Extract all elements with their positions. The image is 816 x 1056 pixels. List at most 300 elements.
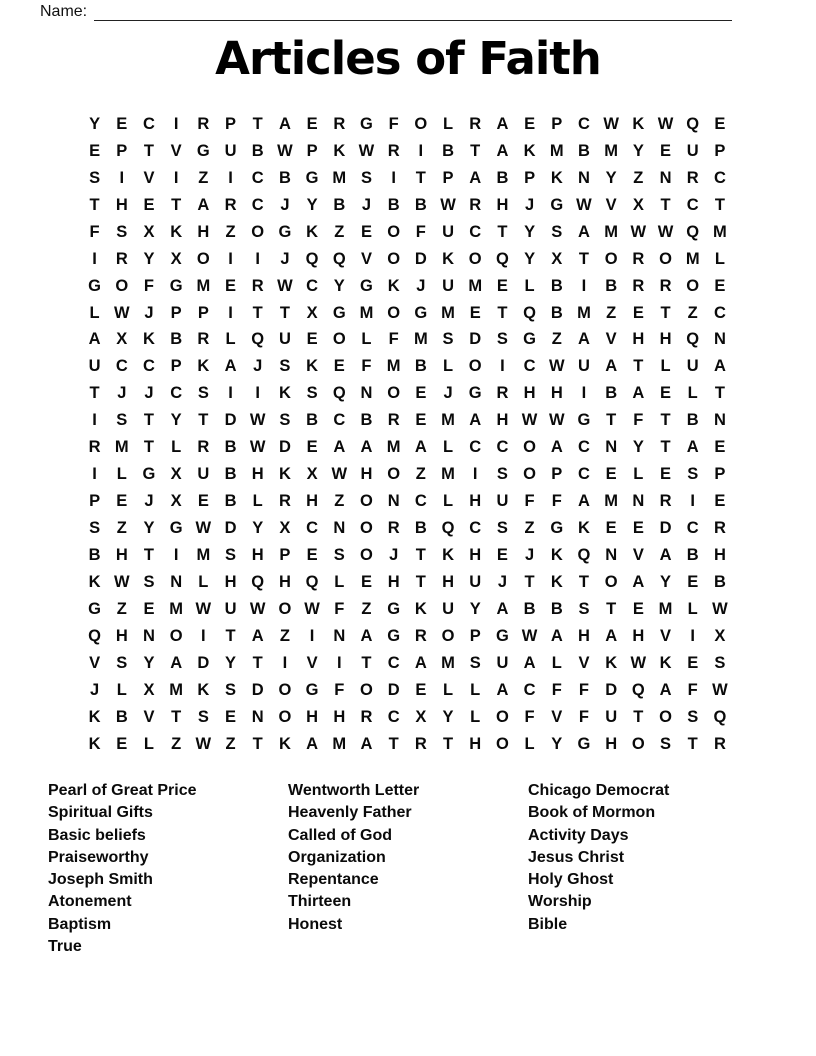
grid-cell: F [334, 599, 345, 618]
grid-cell: M [386, 357, 401, 376]
grid-cell: P [551, 465, 563, 484]
grid-cell: F [388, 114, 399, 133]
grid-cell: M [169, 599, 184, 618]
grid-cell: A [632, 384, 645, 403]
grid-cell: C [578, 438, 590, 457]
grid-cell: Q [88, 626, 102, 645]
word-list-column-3 [528, 780, 768, 958]
grid-cell: H [550, 384, 563, 403]
grid-cell: R [387, 519, 400, 538]
grid-cell: D [197, 653, 210, 672]
grid-cell: W [331, 465, 348, 484]
grid-cell: H [632, 626, 645, 645]
grid-cell: A [496, 680, 509, 699]
grid-cell: O [278, 680, 292, 699]
grid-cell: A [686, 438, 699, 457]
grid-cell: P [279, 545, 291, 564]
grid-cell: T [578, 249, 590, 268]
grid-cell: O [332, 330, 346, 349]
grid-cell: E [660, 141, 672, 160]
grid-cell: T [606, 599, 617, 618]
grid-cell: J [389, 545, 399, 564]
word-item: Repentance [288, 871, 379, 889]
grid-cell: K [197, 357, 210, 376]
grid-cell: Q [631, 680, 645, 699]
grid-cell: K [306, 357, 319, 376]
grid-cell: C [578, 114, 590, 133]
grid-cell: E [714, 492, 726, 511]
grid-cell: D [224, 519, 237, 538]
grid-cell: I [336, 653, 342, 672]
grid-cell: G [550, 519, 564, 538]
grid-cell: S [496, 519, 508, 538]
grid-cell: S [116, 653, 128, 672]
grid-cell: Z [279, 626, 290, 645]
grid-cell: O [360, 519, 373, 538]
grid-cell: H [306, 707, 319, 726]
word-item: Basic beliefs [48, 826, 146, 844]
grid-cell: A [578, 492, 590, 511]
grid-cell: F [388, 330, 399, 349]
word-item: Chicago Democrat [528, 782, 670, 799]
grid-cell: O [468, 357, 482, 376]
name-blank-line [94, 5, 732, 21]
grid-cell: S [551, 222, 563, 241]
grid-cell: E [143, 599, 155, 618]
grid-cell: D [251, 680, 264, 699]
grid-cell: T [171, 707, 182, 726]
grid-cell: Z [334, 492, 345, 511]
grid-cell: S [116, 411, 128, 430]
word-list [48, 780, 768, 958]
grid-cell: J [443, 384, 453, 403]
grid-cell: H [360, 465, 373, 484]
grid-cell: P [442, 168, 454, 187]
grid-cell: L [225, 330, 236, 349]
grid-cell: C [496, 438, 509, 457]
grid-cell: F [89, 222, 100, 241]
grid-cell: T [660, 303, 671, 322]
grid-cell: H [469, 734, 482, 753]
grid-cell: N [659, 168, 672, 187]
grid-cell: E [524, 114, 536, 133]
grid-cell: G [495, 626, 509, 645]
grid-cell: O [278, 707, 292, 726]
grid-cell: I [581, 384, 587, 403]
grid-cell: N [360, 384, 373, 403]
grid-cell: I [472, 465, 478, 484]
grid-cell: Z [551, 330, 562, 349]
grid-cell: E [225, 276, 237, 295]
grid-cell: I [255, 249, 261, 268]
grid-cell: A [88, 330, 101, 349]
grid-cell: M [604, 492, 619, 511]
word-item: Jesus Christ [528, 848, 625, 866]
grid-cell: D [414, 249, 427, 268]
grid-cell: A [251, 626, 264, 645]
word-item: Baptism [48, 915, 112, 933]
grid-cell: Y [524, 249, 536, 268]
grid-cell: Q [686, 114, 700, 133]
grid-cell: H [496, 195, 509, 214]
grid-cell: N [713, 411, 726, 430]
grid-cell: O [523, 465, 537, 484]
grid-cell: I [228, 303, 233, 322]
grid-cell: V [605, 330, 617, 349]
grid-cell: B [605, 276, 618, 295]
grid-cell: T [388, 734, 399, 753]
grid-cell: E [496, 545, 508, 564]
grid-cell: P [170, 357, 182, 376]
word-item: True [48, 938, 82, 956]
grid-cell: G [550, 195, 564, 214]
grid-cell: I [418, 141, 424, 160]
grid-cell: R [632, 249, 645, 268]
grid-cell: F [633, 411, 644, 430]
grid-cell: E [415, 384, 427, 403]
grid-cell: R [197, 438, 210, 457]
grid-cell: O [468, 249, 482, 268]
grid-cell: T [89, 384, 100, 403]
grid-cell: Z [334, 222, 345, 241]
grid-cell: C [333, 411, 346, 430]
grid-cell: K [333, 141, 346, 160]
grid-cell: E [333, 357, 345, 376]
grid-cell: Q [251, 572, 265, 591]
grid-cell: H [306, 492, 319, 511]
grid-cell: A [550, 626, 563, 645]
grid-cell: S [225, 680, 237, 699]
grid-cell: H [224, 572, 237, 591]
grid-cell: E [714, 438, 726, 457]
grid-cell: K [143, 330, 155, 349]
grid-cell: P [170, 303, 182, 322]
grid-cell: W [712, 599, 728, 618]
grid-cell: A [578, 330, 590, 349]
grid-cell: V [170, 141, 182, 160]
grid-cell: R [224, 195, 237, 214]
grid-cell: I [92, 465, 97, 484]
grid-cell: Q [305, 249, 319, 268]
grid-cell: O [387, 303, 401, 322]
grid-cell: K [387, 276, 400, 295]
grid-cell: A [360, 438, 373, 457]
grid-cell: K [578, 519, 590, 538]
grid-cell: M [441, 303, 455, 322]
grid-cell: R [686, 168, 699, 187]
grid-cell: H [251, 465, 264, 484]
grid-cell: A [496, 599, 509, 618]
grid-cell: G [360, 276, 373, 295]
grid-cell: M [441, 411, 455, 430]
grid-cell: Q [332, 249, 346, 268]
grid-cell: C [143, 114, 155, 133]
grid-cell: R [278, 492, 291, 511]
grid-cell: E [687, 653, 699, 672]
grid-cell: A [496, 114, 509, 133]
grid-cell: L [171, 438, 182, 457]
grid-cell: W [277, 141, 293, 160]
grid-cell: I [173, 114, 179, 133]
grid-cell: R [387, 411, 400, 430]
grid-cell: E [605, 465, 617, 484]
grid-cell: F [578, 680, 590, 699]
grid-cell: B [414, 519, 427, 538]
grid-cell: J [280, 249, 290, 268]
grid-cell: C [469, 438, 482, 457]
grid-cell: X [170, 465, 182, 484]
grid-cell: W [657, 222, 674, 241]
grid-cell: B [387, 195, 400, 214]
grid-cell: L [334, 572, 345, 591]
grid-cell: H [605, 734, 618, 753]
grid-cell: L [524, 276, 535, 295]
grid-cell: Y [632, 141, 644, 160]
grid-cell: O [441, 626, 455, 645]
grid-cell: Y [333, 276, 345, 295]
grid-cell: O [387, 249, 401, 268]
grid-cell: E [660, 384, 672, 403]
grid-cell: E [714, 114, 726, 133]
grid-cell: S [89, 519, 101, 538]
grid-cell: B [414, 357, 427, 376]
grid-cell: G [88, 599, 102, 618]
word-item: Thirteen [288, 893, 352, 911]
grid-cell: R [414, 626, 427, 645]
grid-cell: X [143, 222, 155, 241]
grid-cell: S [306, 384, 318, 403]
grid-cell: G [196, 141, 210, 160]
grid-cell: E [306, 438, 318, 457]
grid-cell: N [170, 572, 183, 591]
grid-cell: L [470, 707, 481, 726]
grid-cell: L [687, 599, 698, 618]
grid-cell: W [630, 653, 647, 672]
grid-cell: E [632, 519, 644, 538]
grid-cell: O [495, 734, 509, 753]
grid-cell: H [659, 330, 672, 349]
grid-cell: Z [633, 168, 644, 187]
grid-cell: R [197, 114, 210, 133]
grid-cell: E [197, 492, 209, 511]
grid-cell: G [387, 626, 401, 645]
grid-cell: C [469, 519, 482, 538]
grid-cell: K [88, 734, 101, 753]
grid-cell: A [414, 653, 427, 672]
grid-cell: F [361, 357, 372, 376]
grid-cell: Q [441, 519, 455, 538]
grid-cell: E [360, 572, 372, 591]
grid-cell: T [171, 195, 182, 214]
grid-cell: U [442, 222, 454, 241]
grid-cell: K [523, 141, 536, 160]
grid-cell: S [279, 357, 291, 376]
grid-cell: K [442, 545, 454, 564]
grid-cell: O [414, 114, 428, 133]
grid-cell: H [251, 545, 264, 564]
grid-cell: T [143, 411, 155, 430]
grid-cell: P [714, 465, 726, 484]
grid-cell: A [469, 168, 482, 187]
grid-cell: R [115, 249, 128, 268]
grid-cell: T [361, 653, 372, 672]
grid-cell: A [496, 141, 509, 160]
grid-cell: J [144, 303, 154, 322]
grid-cell: W [113, 572, 130, 591]
grid-cell: X [714, 626, 726, 645]
grid-cell: G [360, 114, 373, 133]
grid-cell: I [255, 384, 261, 403]
grid-cell: F [334, 680, 345, 699]
word-search-grid [81, 111, 734, 758]
grid-cell: H [333, 707, 346, 726]
grid-cell: V [360, 249, 372, 268]
word-list-column-1 [48, 780, 288, 958]
grid-cell: F [143, 276, 155, 295]
grid-cell: A [550, 438, 563, 457]
grid-cell: L [442, 357, 454, 376]
grid-cell: P [714, 141, 726, 160]
grid-cell: A [306, 734, 319, 753]
grid-cell: W [249, 411, 266, 430]
grid-cell: E [116, 734, 128, 753]
grid-cell: Z [687, 303, 698, 322]
grid-cell: Q [577, 545, 591, 564]
grid-cell: R [333, 114, 346, 133]
grid-cell: P [225, 114, 237, 133]
grid-cell: K [170, 222, 183, 241]
grid-cell: U [442, 276, 454, 295]
grid-cell: L [442, 680, 454, 699]
grid-cell: K [88, 572, 101, 591]
grid-cell: N [251, 707, 264, 726]
grid-cell: X [306, 465, 318, 484]
grid-cell: P [116, 141, 128, 160]
grid-cell: O [387, 222, 401, 241]
grid-cell: H [523, 384, 536, 403]
grid-cell: R [251, 276, 264, 295]
grid-cell: Z [225, 734, 236, 753]
grid-cell: V [143, 707, 155, 726]
grid-cell: K [197, 680, 210, 699]
grid-cell: M [441, 653, 455, 672]
grid-cell: G [523, 330, 537, 349]
grid-cell: S [225, 545, 237, 564]
grid-cell: W [277, 276, 293, 295]
grid-cell: G [577, 734, 591, 753]
grid-cell: E [469, 303, 481, 322]
grid-cell: B [360, 411, 373, 430]
grid-cell: A [360, 734, 373, 753]
grid-cell: L [714, 249, 725, 268]
grid-cell: B [442, 141, 454, 160]
grid-cell: Y [632, 438, 644, 457]
grid-cell: G [142, 465, 156, 484]
grid-cell: M [713, 222, 727, 241]
grid-cell: Y [605, 168, 617, 187]
grid-cell: C [115, 357, 128, 376]
grid-cell: T [279, 303, 290, 322]
grid-cell: M [413, 330, 428, 349]
puzzle-title: Articles of Faith [215, 32, 601, 85]
grid-cell: U [496, 492, 509, 511]
grid-cell: K [605, 653, 618, 672]
grid-cell: J [497, 572, 507, 591]
grid-cell: R [659, 492, 672, 511]
grid-cell: R [387, 141, 400, 160]
grid-cell: D [469, 330, 482, 349]
grid-cell: C [251, 195, 264, 214]
grid-cell: Z [606, 303, 617, 322]
grid-cell: D [278, 438, 291, 457]
grid-cell: M [114, 438, 129, 457]
grid-cell: U [442, 599, 454, 618]
grid-cell: L [633, 465, 644, 484]
grid-cell: S [496, 465, 508, 484]
grid-cell: I [173, 545, 179, 564]
word-item: Activity Days [528, 826, 629, 844]
grid-cell: W [712, 680, 728, 699]
grid-cell: O [659, 707, 672, 726]
grid-cell: W [358, 141, 375, 160]
grid-cell: K [550, 168, 563, 187]
grid-cell: J [90, 680, 100, 699]
grid-cell: K [278, 384, 291, 403]
grid-cell: R [88, 438, 101, 457]
grid-cell: C [306, 276, 319, 295]
grid-cell: Z [116, 519, 127, 538]
grid-cell: R [360, 707, 373, 726]
grid-cell: Y [143, 249, 155, 268]
grid-cell: Q [686, 222, 700, 241]
grid-cell: Y [252, 519, 264, 538]
grid-cell: B [115, 707, 128, 726]
grid-cell: H [469, 492, 482, 511]
grid-cell: T [415, 545, 426, 564]
grid-cell: J [144, 384, 154, 403]
grid-cell: A [713, 357, 726, 376]
grid-cell: M [332, 168, 347, 187]
grid-cell: W [548, 357, 565, 376]
grid-cell: L [252, 492, 263, 511]
grid-cell: C [469, 222, 482, 241]
grid-cell: M [604, 222, 619, 241]
grid-cell: F [524, 707, 535, 726]
grid-cell: H [442, 572, 454, 591]
grid-cell: N [333, 519, 346, 538]
word-item: Holy Ghost [528, 871, 614, 889]
grid-cell: C [686, 195, 699, 214]
grid-cell: S [333, 545, 345, 564]
grid-cell: C [306, 519, 319, 538]
grid-cell: K [442, 249, 454, 268]
grid-cell: B [278, 168, 291, 187]
grid-cell: G [387, 599, 401, 618]
grid-cell: L [470, 680, 481, 699]
grid-cell: E [306, 114, 318, 133]
grid-cell: O [196, 249, 210, 268]
grid-cell: E [306, 330, 318, 349]
grid-cell: A [659, 680, 672, 699]
grid-cell: N [605, 438, 618, 457]
grid-cell: P [89, 492, 101, 511]
grid-cell: R [469, 195, 482, 214]
grid-cell: L [89, 303, 100, 322]
grid-cell: Q [332, 384, 346, 403]
grid-cell: S [197, 707, 209, 726]
grid-cell: T [633, 707, 644, 726]
grid-cell: S [469, 653, 481, 672]
